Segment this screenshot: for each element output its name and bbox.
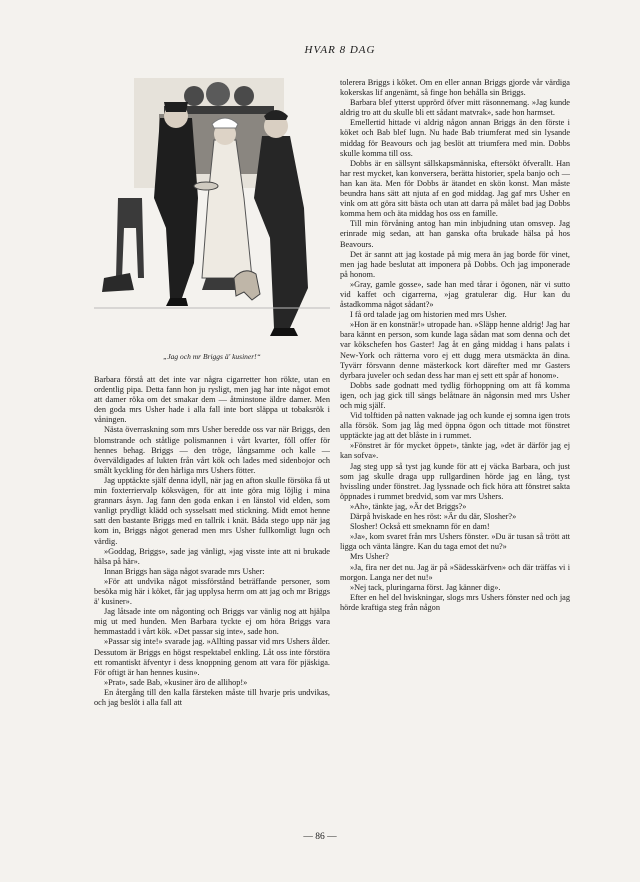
paragraph: Efter en hel del hviskningar, slogs mrs Ushers fönster ned och jag hörde kraftiga steg från någon bbox=[340, 592, 570, 612]
paragraph: Barbara blef ytterst upprörd öfver mitt räsonnemang. »Jag kunde aldrig tro att du skulle bli ett sådant matvrak», sade hon harmset. bbox=[340, 98, 570, 118]
paragraph: Emellertid hittade vi aldrig någon annan Briggs än den förste i köket och Bab blef lugn. Nu hade Bab triumferat med sin lysande middag för Beavours och jag beslöt att triumfera med min. Dobbs skulle komma till oss. bbox=[340, 118, 570, 158]
paragraph: Jag steg upp så tyst jag kunde för att ej väcka Barbara, och just som jag skulle draga upp rullgardinen hörde jag en lång, tyst hvissling under fönstret. Jag lyssnade och fick höra att fönstret sakta öppnades i rummet bredvid, som var mrs Ushers. bbox=[340, 461, 570, 501]
paragraph: I få ord talade jag om historien med mrs Usher. bbox=[350, 310, 507, 320]
paragraph: »Ah», tänkte jag, »Är det Briggs?» bbox=[350, 501, 467, 511]
illustration-caption: „Jag och mr Briggs ä' kusiner!“ bbox=[163, 352, 261, 361]
paragraph: Vid tolftiden på natten vaknade jag och kunde ej somna igen trots alla försök. Som jag låg med öppna ögon och tittade mot fönstret upptäckte jag att det blåste in i rummet. bbox=[340, 411, 570, 441]
text-column-right bbox=[340, 78, 570, 823]
paragraph: »Hon är en konstnär!» utropade han. »Släpp henne aldrig! Jag har bara kännt en person, som kunde laga sådan mat som denna och det var kökschefen hos Gaster! Jag åt en gång middag i hans palats i New-York och rätterna voro ej ett dugg mera utsmäckta än dina. Tyvärr försvann denne mästerkock kort därefter med mr Gasters dyrbara juveler och sedan dess har man ej sett ett spår af honom». bbox=[340, 320, 570, 380]
paragraph: Jag låtsade inte om någonting och Briggs var vänlig nog att hjälpa mig ut med hunden. Men Barbara tyckte ej om höra Briggs vara hemmastadd i vårt kök. »Det passar sig inte», sade hon. bbox=[94, 607, 330, 637]
paragraph: »Passar sig inte!» svarade jag. »Allting passar vid mrs Ushers ålder. Dessutom är Briggs en högst respektabel enkling. Låt oss inte förstöra ett romantiskt äfventyr i dess knoppning genom att vara för pjäskiga. För oftigt är han hennes kusin». bbox=[94, 637, 330, 677]
paragraph: Innan Briggs han säga något svarade mrs Usher: bbox=[104, 566, 265, 576]
paragraph: »Gray, gamle gosse», sade han med tårar i ögonen, när vi sutto vid kaffet och cigarrerna, »jag gratulerar dig. Hur kan du åstadkomma något sådant?» bbox=[340, 279, 570, 310]
paragraph: Därpå hviskade en hes röst: »Är du där, Slosher?» bbox=[350, 512, 517, 522]
page-number: — 86 — bbox=[303, 832, 337, 842]
paragraph: Mrs Usher? bbox=[350, 552, 389, 562]
paragraph: »Fönstret är för mycket öppet», tänkte jag, »det är därför jag ej kan sofva». bbox=[340, 441, 570, 461]
paragraph: »Ja, fira ner det nu. Jag är på »Sädesskärfven» och där träffas vi i morgon. Langa ner det nu!» bbox=[340, 562, 570, 582]
paragraph: En återgång till den kalla färsteken måste till hvarje pris undvikas, och jag beslöt i alla fall att bbox=[94, 687, 330, 707]
story-illustration bbox=[94, 78, 330, 346]
text-column-left bbox=[94, 375, 330, 823]
paragraph: Slosher! Också ett smeknamn för en dam! bbox=[350, 522, 490, 532]
paragraph: »För att undvika något missförstånd beträffande personer, som besöka mig här i köket, får jag upplysa herrn om att jag och mr Briggs ä' kusiner». bbox=[94, 576, 330, 607]
paragraph: Nästa överraskning som mrs Usher beredde oss var när Briggs, den blomstrande och ståtlige polismannen i vårt kvarter, föll offer för hennes behag. Briggs — den tröge, långsamme och kalle — överväldigades af lukten från vårt kök och lades med sidenbojor och smålt kyckling för den härliga mrs Ushers fötter. bbox=[94, 425, 330, 475]
paragraph: Jag upptäckte själf denna idyll, när jag en afton skulle försöka få ut min foxterriervalp köksvägen, för att inte göra mig löjlig i mina grannars åsyn. Jag fann den goda enkan i en länstol vid elden, som vanligt prydligt klädd och sysselsatt med stickning. Midt emot henne satt den bastante Briggs med en tallrik i knät. Båda stego upp när jag kom in, Briggs något generad men mrs Usher fullkomligt lugn och värdig. bbox=[94, 475, 330, 546]
paragraph: »Nej tack, pluringarna först. Jag känner dig». bbox=[350, 582, 501, 592]
paragraph: Dobbs sade godnatt med tydlig förhoppning om att få komma igen, och jag gick till sängs belåtnare än någonsin med mrs Usher och mig själf. bbox=[340, 380, 570, 410]
paragraph: Till min förvåning antog han min inbjudning utan omsvep. Jag erinrade mig sedan, att han ganska ofta brukade hälsa på hos Beavours. bbox=[340, 219, 570, 249]
header-title: HVAR 8 DAG bbox=[304, 44, 376, 56]
paragraph: »Prat», sade Bab, »kusiner äro de allihop!» bbox=[104, 677, 248, 687]
paragraph: Barbara förstå att det inte var några cigarretter hon rökte, utan en ordentlig pipa. Detta fann hon ju rysligt, men jag har inte något emot att damer röka om det smakar dem — åtminstone äldre damer. Men den goda mrs Usher hade i alla fall inte bort släppa ut tobaksrök i våningen. bbox=[94, 375, 330, 425]
running-header bbox=[0, 44, 640, 56]
paragraph: »Ja», kom svaret från mrs Ushers fönster. »Du är tusan så trött att ligga och vänta längre. Kan du taga emot det nu?» bbox=[340, 532, 570, 552]
paragraph: tolerera Briggs i köket. Om en eller annan Briggs gjorde vår värdiga kokerskas lif angenämt, så finge hon behålla sin Briggs. bbox=[340, 78, 570, 98]
paragraph: »Goddag, Briggs», sade jag vänligt, »jag visste inte att ni brukade hälsa på här». bbox=[94, 546, 330, 566]
paragraph: Det är sannt att jag kostade på mig mera än jag borde för vinet, men jag hade beslutat att imponera på Dobbs. Och jag imponerade på honom. bbox=[340, 249, 570, 279]
paragraph: Dobbs är en sällsynt sällskapsmänniska, eftersökt öfverallt. Han har rest mycket, kan konversera, berätta historier, spela banjo och — han kan äta. Men för Dobbs är ätandet en skön konst. Man måste beundra hans sätt att njuta af en god middag. Jag gaf mrs Usher en vink om att göra sitt bästa och utan att darra på målet bad jag Dobbs komma hem och äta middag hos oss en famille. bbox=[340, 158, 570, 219]
